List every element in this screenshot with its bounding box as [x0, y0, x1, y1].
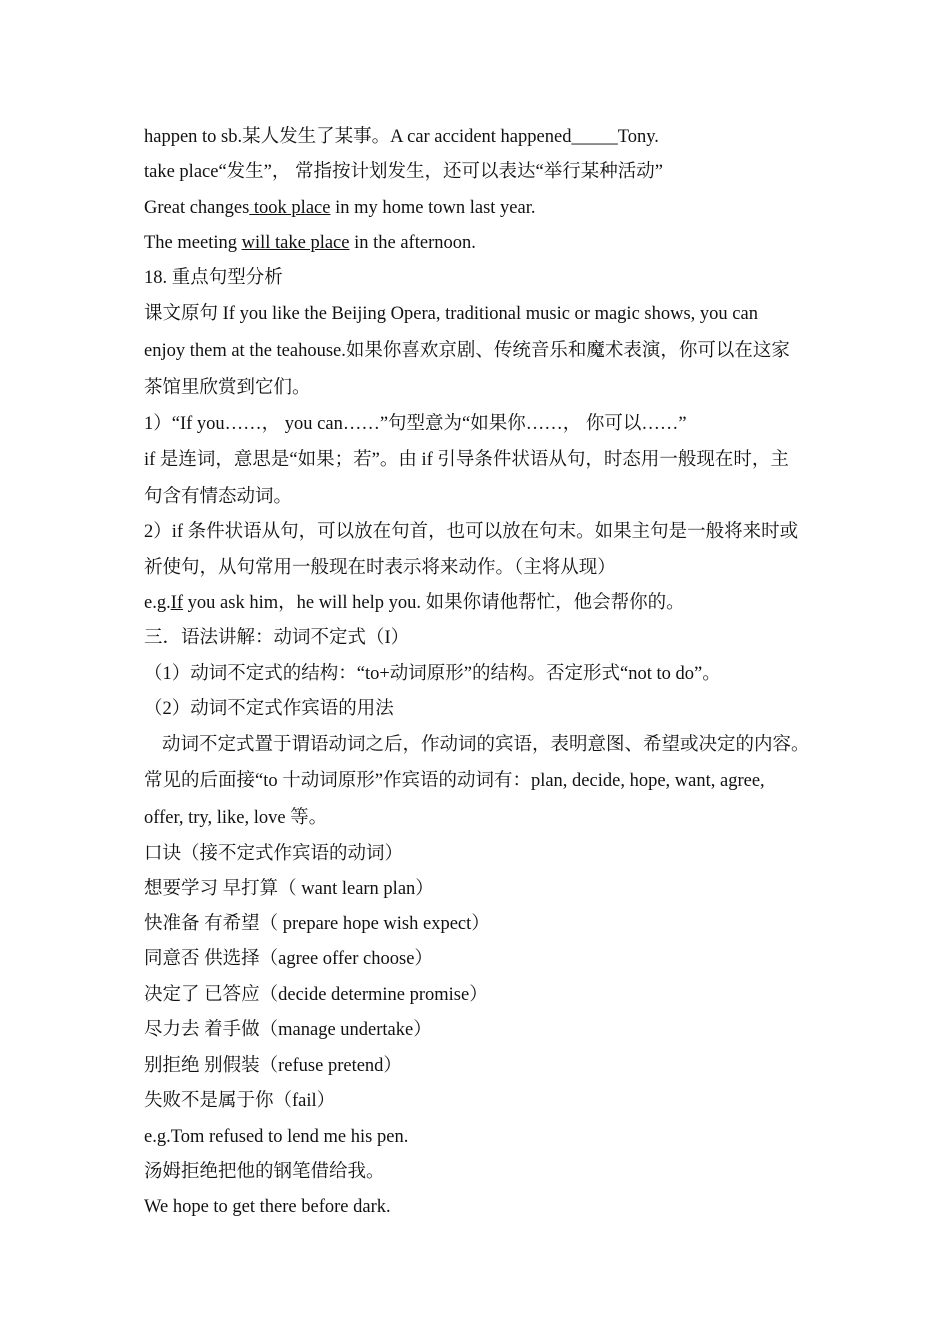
- text-line: 句含有情态动词。: [144, 487, 293, 507]
- text-segment: e.g.: [144, 593, 171, 613]
- text-line: 汤姆拒绝把他的钢笔借给我。: [144, 1162, 385, 1182]
- underlined-phrase: will take place: [241, 233, 350, 253]
- text-segment: Tony.: [617, 127, 659, 147]
- blank: _____: [571, 127, 618, 147]
- text-segment: Great changes: [144, 198, 250, 218]
- text-line: （2）动词不定式作宾语的用法: [144, 699, 394, 719]
- text-segment: happen to sb.某人发生了某事。A car accident happened: [144, 127, 572, 147]
- underlined-word: If: [170, 593, 184, 613]
- text-line: 失败不是属于你（fail）: [144, 1091, 336, 1111]
- text-line: 快准备 有希望（ prepare hope wish expect）: [144, 914, 490, 934]
- text-line: [144, 196, 535, 220]
- text-line: offer, try, like, love 等。: [144, 808, 328, 828]
- text-segment: in the afternoon.: [349, 233, 476, 253]
- section-heading: 三．语法讲解：动词不定式（I）: [144, 628, 410, 648]
- text-line: 想要学习 早打算（ want learn plan）: [144, 879, 434, 899]
- text-line: 口诀（接不定式作宾语的动词）: [144, 844, 404, 864]
- text-line: e.g.Tom refused to lend me his pen.: [144, 1127, 409, 1147]
- text-line: 同意否 供选择（agree offer choose）: [144, 949, 433, 969]
- text-line: 常见的后面接“to 十动词原形”作宾语的动词有：plan, decide, hope, want, agree,: [144, 771, 765, 791]
- text-line: 动词不定式置于谓语动词之后，作动词的宾语，表明意图、希望或决定的内容。: [162, 735, 810, 755]
- text-line: [144, 591, 685, 615]
- text-line: enjoy them at the teahouse.如果你喜欢京剧、传统音乐和魔术表演，你可以在这家: [144, 341, 790, 361]
- section-heading: 18. 重点句型分析: [144, 268, 283, 288]
- text-line: 课文原句 If you like the Beijing Opera, traditional music or magic shows, you can: [144, 304, 758, 324]
- text-line: take place“发生”， 常指按计划发生，还可以表达“举行某种活动”: [144, 162, 663, 182]
- text-line: We hope to get there before dark.: [144, 1197, 391, 1217]
- underlined-phrase: took place: [249, 198, 331, 218]
- text-segment: in my home town last year.: [330, 198, 536, 218]
- text-segment: you ask him，he will help you. 如果你请他帮忙，他会帮你的。: [183, 593, 685, 613]
- text-line: 决定了 已答应（decide determine promise）: [144, 985, 488, 1005]
- text-line: [144, 231, 476, 255]
- text-line: （1）动词不定式的结构：“to+动词原形”的结构。否定形式“not to do”。: [144, 664, 721, 684]
- text-line: if 是连词，意思是“如果；若”。由 if 引导条件状语从句，时态用一般现在时，主: [144, 450, 789, 470]
- text-line: [144, 125, 659, 149]
- text-line: 别拒绝 别假装（refuse pretend）: [144, 1056, 402, 1076]
- text-line: 2）if 条件状语从句，可以放在句首，也可以放在句末。如果主句是一般将来时或: [144, 522, 799, 542]
- text-line: 祈使句，从句常用一般现在时表示将来动作。（主将从现）: [144, 558, 616, 578]
- text-line: 1）“If you……， you can……”句型意为“如果你……， 你可以……”: [144, 414, 687, 434]
- text-line: 茶馆里欣赏到它们。: [144, 378, 311, 398]
- text-line: 尽力去 着手做（manage undertake）: [144, 1020, 432, 1040]
- text-segment: The meeting: [144, 233, 242, 253]
